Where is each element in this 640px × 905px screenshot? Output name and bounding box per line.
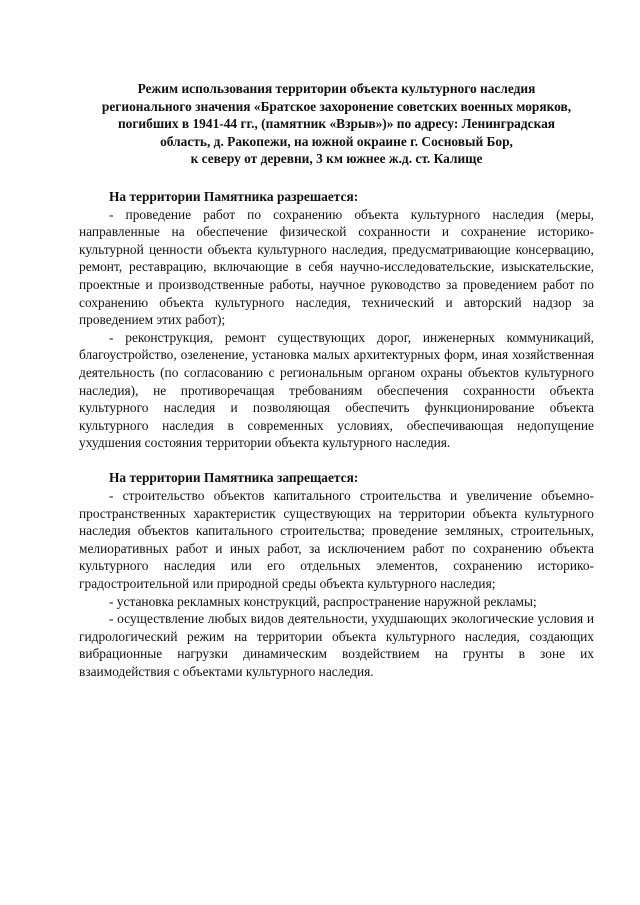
forbidden-section bbox=[79, 469, 594, 680]
forbidden-item: - установка рекламных конструкций, распространение наружной рекламы; bbox=[109, 593, 537, 609]
forbidden-heading: На территории Памятника запрещается: bbox=[109, 470, 359, 486]
allowed-heading: На территории Памятника разрешается: bbox=[109, 188, 359, 204]
allowed-item: - реконструкция, ремонт существующих дорог, инженерных коммуникаций, благоустройство, озеленение, установка малых архитектурных форм, иная хозяйственная деятельность (по согласованию с региональным органом охраны объектов культурного наследия), не противоречащая требованиям обеспечения сохранности объекта культурного наследия и позволяющая обеспечить функционирование объекта культурного наследия в современных условиях, обеспечивающая недопущение ухудшения состояния территории объекта культурного наследия. bbox=[79, 329, 594, 451]
allowed-section bbox=[79, 188, 594, 452]
title-line: к северу от деревни, 3 км южнее ж.д. ст. Калище bbox=[190, 151, 483, 167]
allowed-item: - проведение работ по сохранению объекта культурного наследия (меры, направленные на обеспечение физической сохранности и сохранение историко-культурной ценности объекта культурного наследия, предусматривающие консервацию, ремонт, реставрацию, включающие в себя научно-исследовательские, изыскательские, проектные и производственные работы, научное руководство за проведением работ по сохранению объекта культурного наследия, технический и авторский надзор за проведением этих работ); bbox=[79, 206, 594, 328]
section-gap bbox=[79, 452, 594, 470]
title-line: погибших в 1941-44 гг., (памятник «Взрыв»)» по адресу: Ленинградская bbox=[117, 116, 556, 132]
title-line: область, д. Ракопежи, на южной окраине г. Сосновый Бор, bbox=[160, 133, 513, 149]
title-line: регионального значения «Братское захоронение советских военных моряков, bbox=[101, 98, 572, 114]
forbidden-item: - строительство объектов капитального строительства и увеличение объемно-пространственных характеристик существующих на территории объекта культурного наследия объектов капитального строительства; проведение земляных, строительных, мелиоративных работ и иных работ, за исключением работ по сохранению объекта культурного наследия или его отдельных элементов, сохранению историко-градостроительной или природной среды объекта культурного наследия; bbox=[79, 488, 594, 592]
document-title bbox=[79, 80, 594, 168]
forbidden-item: - осуществление любых видов деятельности, ухудшающих экологические условия и гидрологический режим на территории объекта культурного наследия, создающих вибрационные нагрузки динамическим воздействием на грунты в зоне их взаимодействия с объектами культурного наследия. bbox=[79, 611, 594, 679]
title-line: Режим использования территории объекта культурного наследия bbox=[137, 81, 536, 96]
